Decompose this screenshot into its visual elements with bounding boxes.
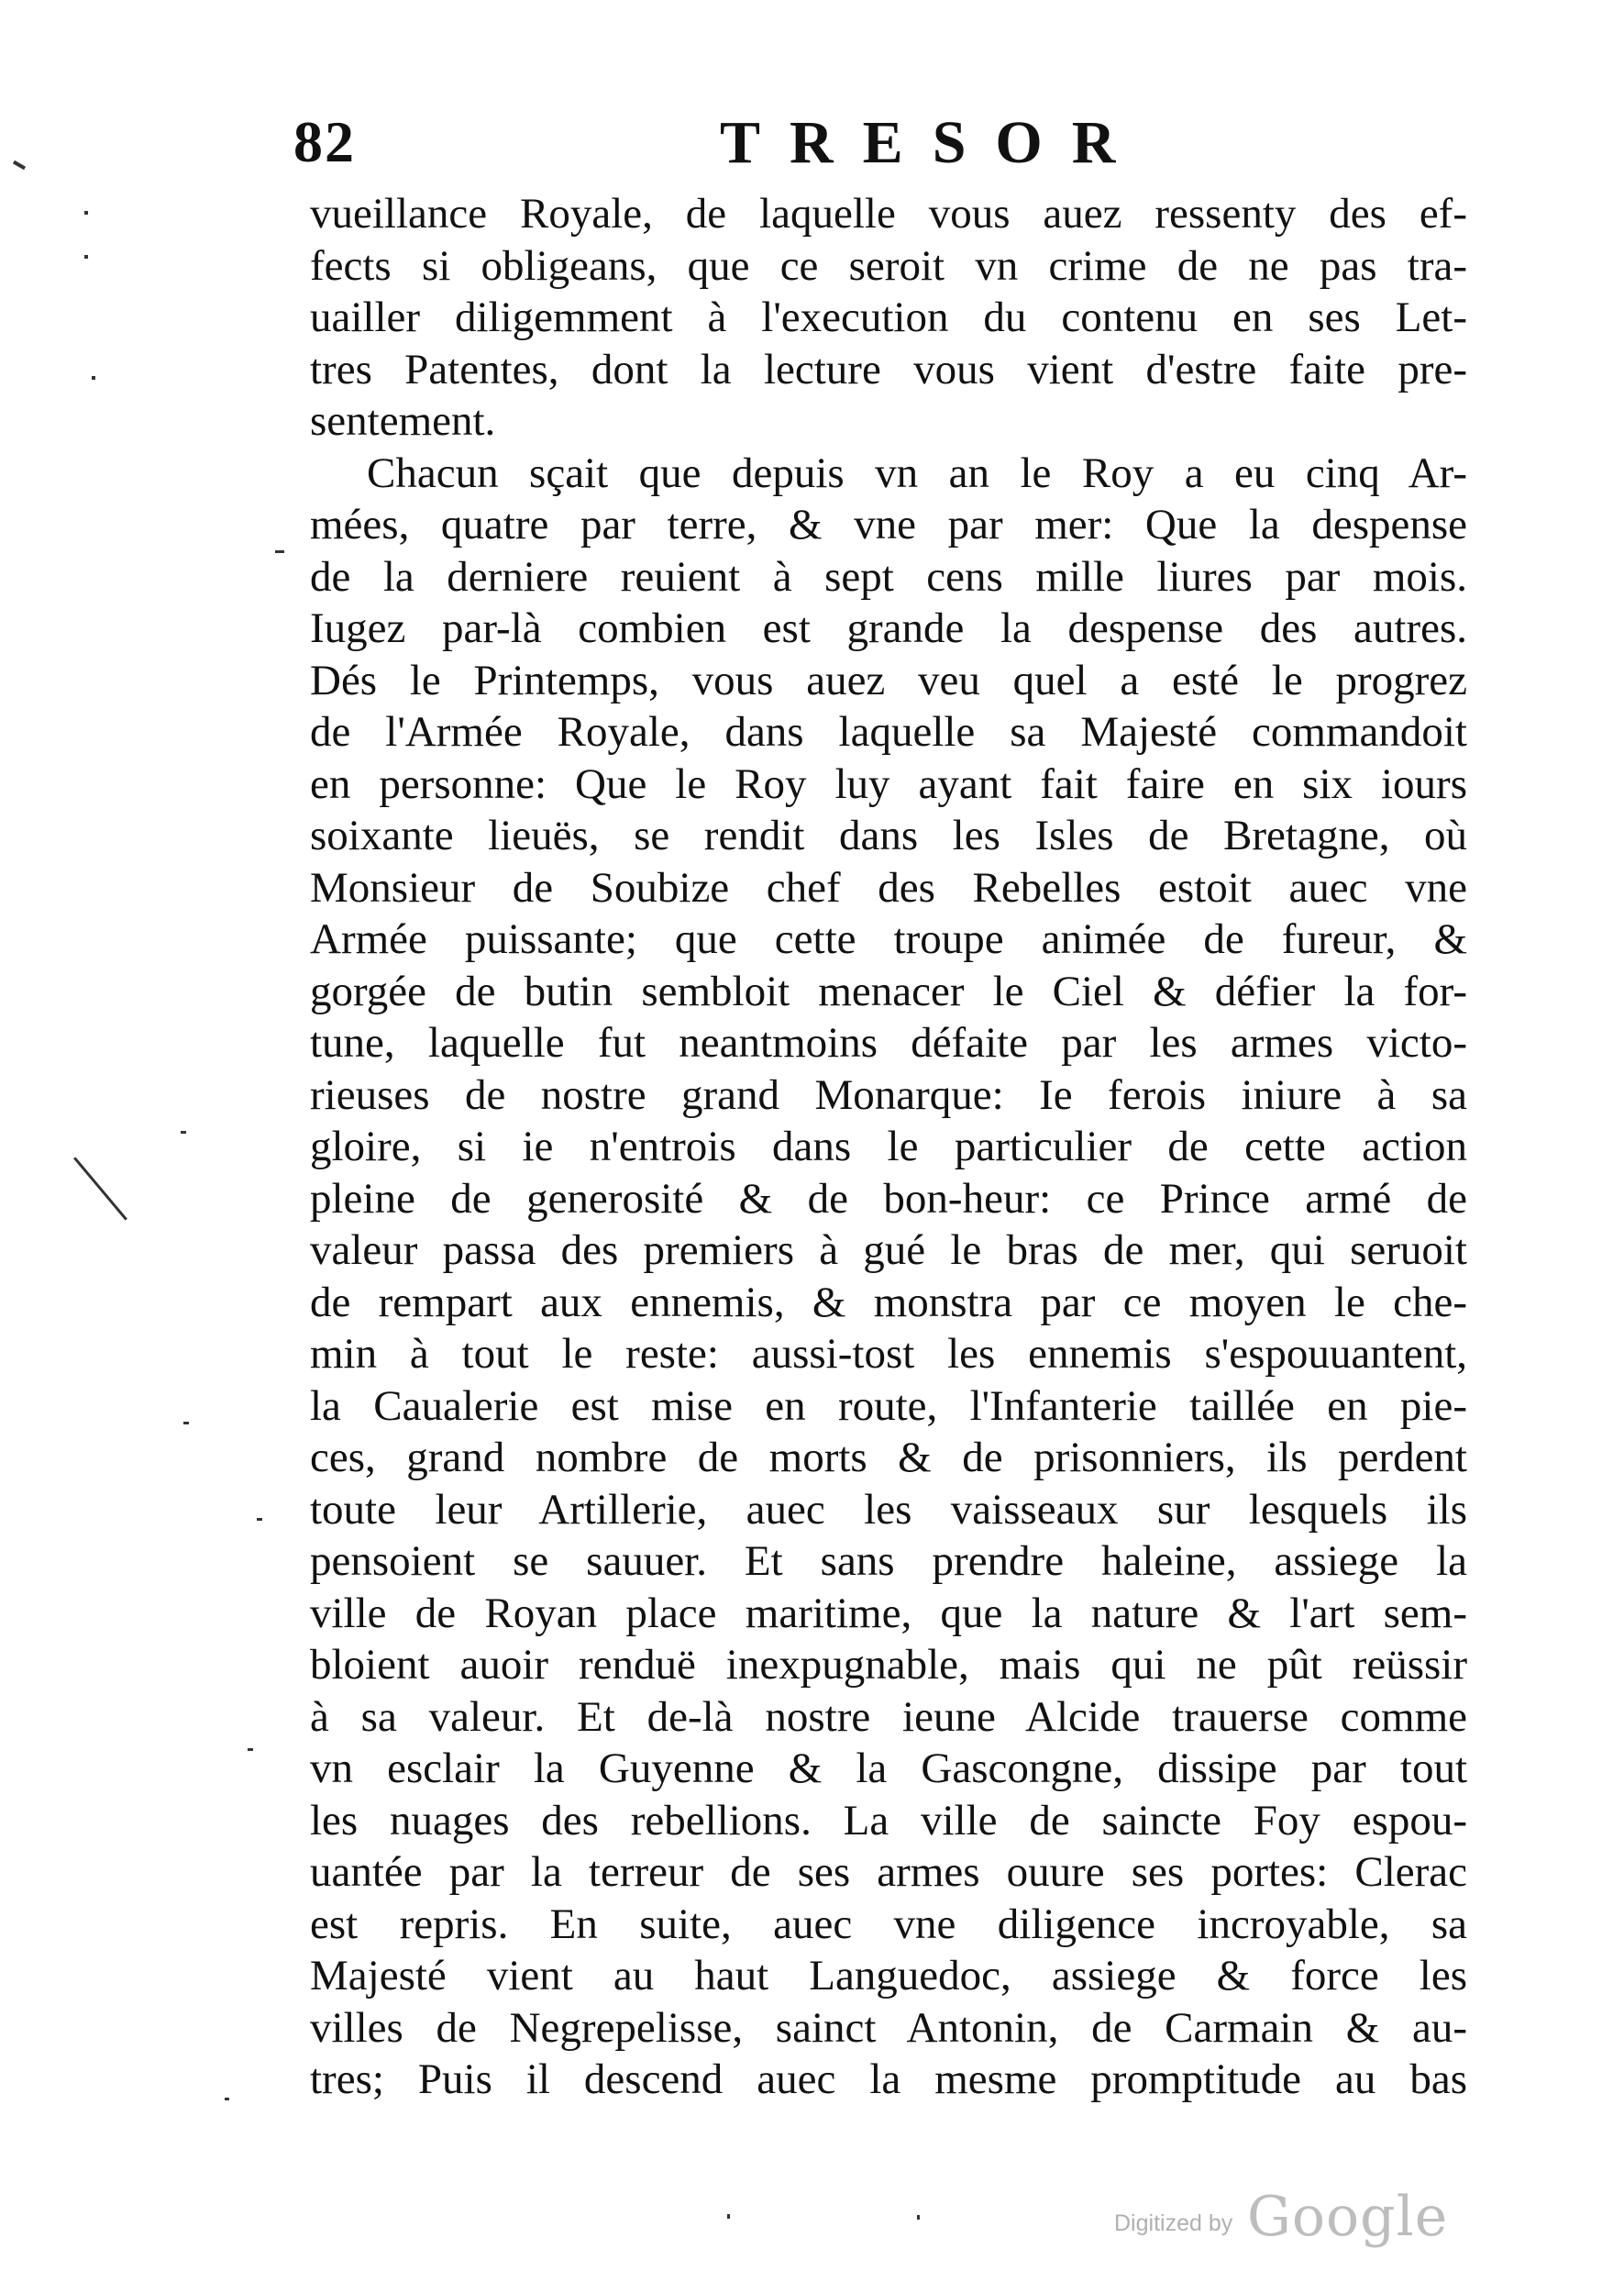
digitization-watermark <box>1114 2185 1449 2258</box>
text-line: Monsieur de Soubize chef des Rebelles estoit auec vne <box>310 863 1467 912</box>
text-line: de la derniere reuient à sept cens mille liures par mois. <box>310 552 1467 601</box>
text-line: à sa valeur. Et de-là nostre ieune Alcide trauerse comme <box>310 1692 1467 1741</box>
text-line: de rempart aux ennemis, & monstra par ce moyen le che- <box>310 1278 1467 1326</box>
scan-speck <box>275 550 284 553</box>
text-line: uailler diligemment à l'execution du contenu en ses Let- <box>310 294 1467 341</box>
text-line: gorgée de butin sembloit menacer le Ciel & défier la for- <box>310 967 1467 1015</box>
text-line: mées, quatre par terre, & vne par mer: Que la despense <box>310 501 1467 548</box>
scan-speck <box>84 211 88 215</box>
scan-speck <box>727 2214 730 2219</box>
text-line: ces, grand nombre de morts & de prisonniers, ils perdent <box>310 1434 1467 1481</box>
text-line: gloire, si ie n'entrois dans le particulier de cette action <box>310 1123 1467 1170</box>
text-line: Iugez par-là combien est grande la despense des autres. <box>310 604 1467 652</box>
scan-speck <box>181 1131 186 1134</box>
scan-speck <box>73 1157 127 1220</box>
text-line: Majesté vient au haut Languedoc, assiege & force les <box>310 1952 1467 1999</box>
text-line: la Caualerie est mise en route, l'Infanterie taillée en pie- <box>310 1381 1467 1430</box>
text-line: vueillance Royale, de laquelle vous auez ressenty des ef- <box>310 190 1467 238</box>
text-line: uantée par la terreur de ses armes ouure ses portes: Clerac <box>310 1848 1467 1896</box>
body-text <box>310 188 1467 2106</box>
paragraph-start-line: Chacun sçait que depuis vn an le Roy a eu cinq Ar- <box>367 449 1467 497</box>
text-line: toute leur Artillerie, auec les vaisseaux sur lesquels ils <box>310 1485 1467 1534</box>
text-line: min à tout le reste: aussi-tost les ennemis s'espouuantent, <box>310 1330 1467 1378</box>
text-line: Dés le Printemps, vous auez veu quel a esté le progrez <box>310 656 1467 704</box>
text-line: de l'Armée Royale, dans laquelle sa Majesté commandoit <box>310 708 1467 756</box>
text-line: sentement. <box>310 397 496 445</box>
text-line: tres Patentes, dont la lecture vous vient d'estre faite pre- <box>310 345 1467 393</box>
scan-speck <box>248 1748 253 1751</box>
text-line: soixante lieuës, se rendit dans les Isles de Bretagne, où <box>310 812 1467 859</box>
running-title: TRESOR <box>720 109 1145 176</box>
text-line: les nuages des rebellions. La ville de saincte Foy espou- <box>310 1796 1467 1844</box>
google-logo: Google <box>1247 2185 1449 2249</box>
text-line: valeur passa des premiers à gué le bras de mer, qui seruoit <box>310 1226 1467 1274</box>
text-line: tres; Puis il descend auec la mesme promptitude au bas <box>310 2055 1467 2103</box>
scan-speck <box>13 161 26 170</box>
scan-speck <box>84 255 88 259</box>
text-line: vn esclair la Guyenne & la Gascongne, dissipe par tout <box>310 1745 1467 1792</box>
scan-speck <box>257 1518 262 1521</box>
text-line: fects si obligeans, que ce seroit vn crime de ne pas tra- <box>310 241 1467 290</box>
text-line: Armée puissante; que cette troupe animée de fureur, & <box>310 915 1467 963</box>
text-line: tune, laquelle fut neantmoins défaite par les armes victo- <box>310 1019 1467 1067</box>
text-line: est repris. En suite, auec vne diligence incroyable, sa <box>310 1900 1467 1948</box>
scan-speck <box>92 376 95 380</box>
scan-speck <box>225 2098 229 2100</box>
page-number: 82 <box>293 109 356 174</box>
text-line: pensoient se sauuer. Et sans prendre haleine, assiege la <box>310 1537 1467 1585</box>
scan-speck <box>183 1422 189 1424</box>
digitized-by-label: Digitized by <box>1114 2210 1233 2236</box>
text-line: en personne: Que le Roy luy ayant fait faire en six iours <box>310 759 1467 808</box>
page-header <box>293 108 1486 191</box>
text-line: pleine de generosité & de bon-heur: ce Prince armé de <box>310 1174 1467 1223</box>
text-line: ville de Royan place maritime, que la nature & l'art sem- <box>310 1589 1467 1637</box>
text-line: bloient auoir renduë inexpugnable, mais qui ne pût reüssir <box>310 1641 1467 1689</box>
text-line: villes de Negrepelisse, sainct Antonin, de Carmain & au- <box>310 2003 1467 2052</box>
text-line: rieuses de nostre grand Monarque: Ie ferois iniure à sa <box>310 1070 1467 1119</box>
scan-speck <box>917 2215 920 2220</box>
